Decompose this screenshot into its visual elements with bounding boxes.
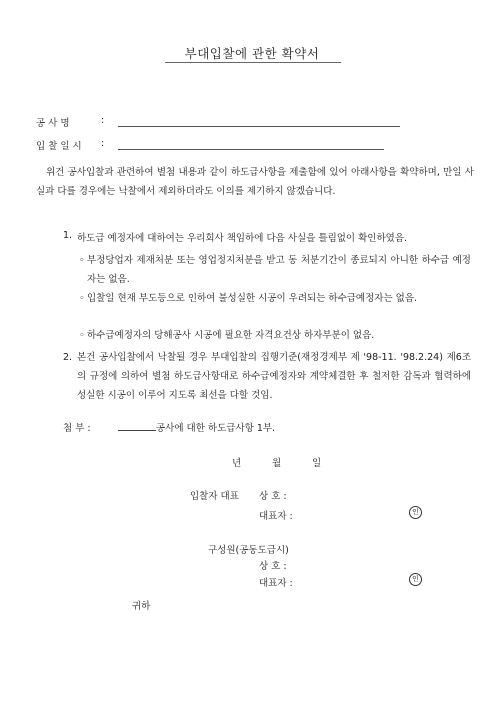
attachment-blank[interactable] (118, 421, 156, 431)
bidder-title: 입찰자 대표 (190, 491, 239, 502)
consortium-title: 구성원(공동도급시) (208, 545, 289, 556)
item-2-text: 본건 공사입찰에서 낙찰될 경우 부대입찰의 집행기준(재정경제부 제 '98-11. '98.2.24) 제6조의 규정에 의하여 별첨 하도급사항대로 하수급예정자와 계약체결한 후 철저한 감독과 협력하에 성실한 시공이 이루어 지도록 최선을 다할 것임. (77, 352, 471, 401)
bidder-company-label: 상 호 : (259, 491, 287, 502)
bidder-rep-label: 대표자 : (259, 511, 293, 522)
item-1-bullet-1: 부정당업자 제재처분 또는 영업정지처분을 받고 동 처분기간이 종료되지 아니한 하수급 예정자는 없음. (87, 255, 471, 285)
item-2-number: 2. (63, 352, 73, 363)
recipient-text: 귀하 (132, 601, 151, 612)
item-1-bullet-2: 입찰일 현재 부도등으로 인하여 불성실한 시공이 우려되는 하수급예정자는 없음. (87, 293, 418, 304)
date-month: 월 (272, 458, 282, 469)
item-1-text: 하도급 예정자에 대하여는 우리회사 책임하에 다음 사실을 틀림없이 확인하였음. (77, 233, 408, 244)
bullet-icon: ◦ (79, 255, 85, 266)
bid-datetime-label: 입찰일시 (36, 141, 85, 152)
page-title: 부대입찰에 관한 확약서 (184, 46, 320, 61)
bidder-seal-icon: 인 (409, 506, 422, 519)
intro-paragraph: 위건 공사입찰과 관련하여 별첨 내용과 같이 하도급사항을 제출함에 있어 아래사항을 확약하며, 만일 사실과 다를 경우에는 낙찰에서 제외하더라도 이의를 제기하지 않겠습니다. (36, 167, 474, 197)
project-name-field[interactable] (118, 126, 400, 127)
bullet-icon: ◦ (79, 330, 85, 341)
attachment-text: 공사에 대한 하도급사항 1부. (156, 423, 276, 434)
consortium-seal-icon: 인 (409, 573, 422, 586)
date-year: 년 (232, 458, 242, 469)
bid-datetime-field[interactable] (118, 149, 384, 150)
item-1-bullet-3: 하수급예정자의 당해공사 시공에 필요한 자격요건상 하자부분이 없음. (87, 330, 375, 341)
project-name-label: 공사명 (36, 118, 73, 129)
item-1-number: 1. (63, 230, 73, 241)
consortium-company-label: 상 호 : (259, 561, 287, 572)
date-day: 일 (312, 458, 322, 469)
consortium-rep-label: 대표자 : (259, 578, 293, 589)
bid-datetime-colon: : (101, 138, 105, 149)
project-name-colon: : (101, 115, 105, 126)
title-underline (165, 62, 341, 63)
bullet-icon: ◦ (79, 293, 85, 304)
attachment-label: 첨 부 : (63, 423, 91, 434)
attachment-row (118, 420, 275, 434)
